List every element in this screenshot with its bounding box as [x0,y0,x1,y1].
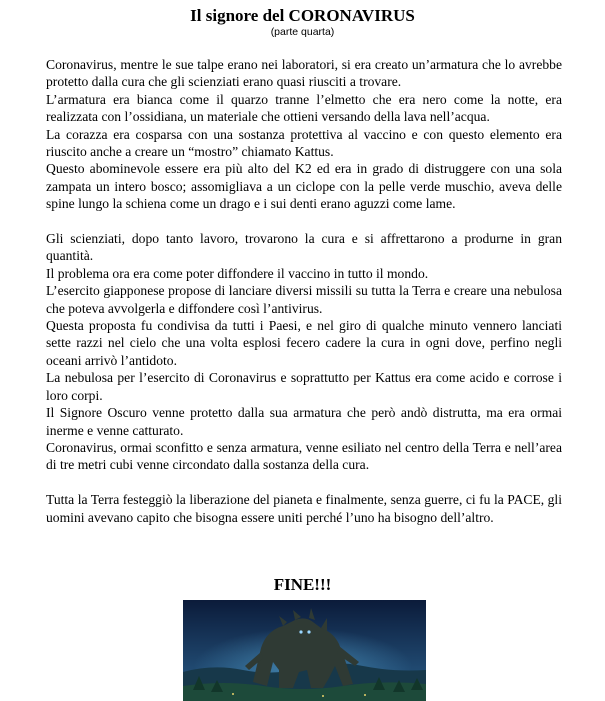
paragraph: Il Signore Oscuro venne protetto dalla sua armatura che però andò distrutta, ma era ormai inerme e venne catturato. [46,405,562,438]
monster-illustration [183,600,426,701]
paragraph: Gli scienziati, dopo tanto lavoro, trovarono la cura e si affrettarono a produrne in gran quantità. [46,231,562,264]
monster-eye [307,630,310,633]
paragraph-gap [46,474,562,491]
document-title: Il signore del CORONAVIRUS [190,6,415,25]
paragraph: Il problema ora era come poter diffondere il vaccino in tutto il mondo. [46,265,429,281]
paragraph: Tutta la Terra festeggiò la liberazione del pianeta e finalmente, senza guerre, ci fu la PACE, gli uomini avevano capito che bisogna essere uniti perché l’uno ha bisogno dell’altro. [46,492,562,525]
paragraph: La nebulosa per l’esercito di Coronavirus e soprattutto per Kattus era come acido e corrose i loro corpi. [46,370,562,403]
paragraph: Questa proposta fu condivisa da tutti i Paesi, e nel giro di qualche minuto vennero lanciati sette razzi nel cielo che una volta esplosi fecero cadere la cura in ogni dove, perfino negli oceani arrivò l’antidoto. [46,318,562,368]
document-subtitle: (parte quarta) [270,26,335,38]
ending-title: FINE!!! [273,575,332,594]
paragraph-gap [46,213,562,230]
paragraph: Questo abominevole essere era più alto del K2 ed era in grado di distruggere con una sola zampata un intero bosco; assomigliava a un ciclope con la pelle verde muschio, aveva delle spine lungo la schiena come un drago e i sui denti erano aguzzi come lame. [46,161,562,212]
paragraph: L’esercito giapponese propose di lanciare diversi missili su tutta la Terra e creare una nebulosa che poteva avvolgerla e diffondere così l’antivirus. [46,283,562,316]
paragraph: Coronavirus, ormai sconfitto e senza armatura, venne esiliato nel centro della Terra e nell’area di tre metri cubi venne circondato dalla sostanza della cura. [46,439,562,473]
paragraph: L’armatura era bianca come il quarzo tranne l’elmetto che era nero come la notte, era realizzata con l’ossidiana, un materiale che ottieni versando della lava nell’acqua. [46,91,562,125]
paragraph: Coronavirus, mentre le sue talpe erano nei laboratori, si era creato un’armatura che lo avrebbe protetto dalla cura che gli scienziati erano quasi riusciti a trovare. [46,57,562,90]
ground-light [364,694,366,696]
monster-eye [299,630,302,633]
story-body [46,56,562,526]
paragraph: La corazza era cosparsa con una sostanza protettiva al vaccino e con questo elemento era riuscito anche a creare un “mostro” chiamato Kattus. [46,126,562,160]
ground-light [232,693,234,695]
ground-light [322,695,324,697]
